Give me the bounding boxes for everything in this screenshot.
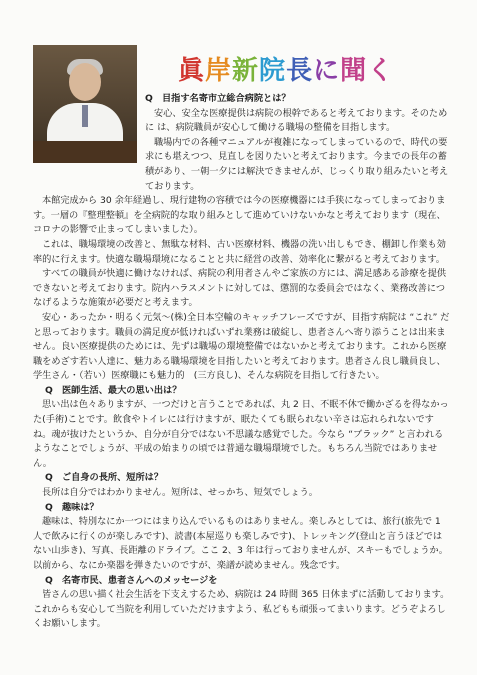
title-char: 聞く xyxy=(340,56,395,86)
answer-paragraph: 趣味は、特別なにか一つにはまり込んでいるものはありません。楽しみとしては、旅行(旅先で 1 人で飲みに行くのが楽しみです)、読書(本屋巡りも楽しみです)、トレッキング(登山と言うほどではない山歩き)、写真、長距離のドライブ。ここ 2、3 年は行っておりませんが、スキーもでしょうか。以前から、なにか楽器を弾きたいのですが、楽譜が読めません。残念です。 xyxy=(33,516,448,571)
answer-paragraph: 安心・あったか・明るく元気～(株)全日本空輸のキャッチフレーズですが、目指す病院は “これ” だと思っております。職員の満足度が低ければいずれ業務は破綻し、患者さんへ寄り添うことは出来ません。良い医療提供のためには、先ずは職場の環境整備ではないかと考えております。これから医療職をめざす若い人達に、魅力ある職場環境を目指したいと考えております。患者さん良し職員良し、学生さん・（若い）医療職にも魅力的 (三方良し)、そんな病院を目指して行きたい。 xyxy=(33,311,450,382)
answer-paragraph: すべての職員が快適に働けなければ、病院の利用者さんやご家族の方には、満足感ある診療を提供できないと考えております。院内ハラスメントに対しては、懲罰的な委員会ではなく、業務改善につなげるような施策が必要だと考えます。 xyxy=(33,268,447,309)
title-char: 眞 xyxy=(178,56,206,86)
answer-paragraph: 長所は自分ではわかりません。短所は、せっかち、短気でしょう。 xyxy=(42,487,318,499)
title-char: 長 xyxy=(286,56,314,86)
answer-paragraph: 本館完成から 30 余年経過し、現行建物の容積では今の医療機器には手狭になってしまっております。一層の『整理整頓』を全病院的な取り組みとして進めていけないかなと考えております（現在、コロナの影響で止まってしまいました）。 xyxy=(33,195,446,236)
question-heading: Q 趣味は？ xyxy=(45,501,99,513)
page-title xyxy=(178,50,394,87)
title-char: 岸 xyxy=(205,56,233,86)
answer-paragraph: 思い出は色々ありますが、一つだけと言うことであれば、丸 2 日、不眠不休で働かざるを得なかった(手術)ことです。飲食やトイレには行けますが、眠たくても眠られない辛さは忘れられないですね。魂が抜けたというか、自分が自分ではない不思議な感覚でした。今なら “ブラック” と言われるようなことでしょうが、平成の始まりの頃では普通な職場環境でした。もちろん当院ではありません。 xyxy=(33,399,449,469)
answer-paragraph: 皆さんの思い描く社会生活を下支えするため、病院は 24 時間 365 日休まずに活動しております。これからも安心して当院を利用していただけますよう、私どもも頑張ってまいります。どうぞよろしくお願いします。 xyxy=(33,589,450,630)
question-heading: Q 目指す名寄市立総合病院とは？ xyxy=(145,93,291,104)
answer-paragraph: これは、職場環境の改善と、無駄な材料、古い医療材料、機器の洗い出しもでき、棚卸し作業も効率的に行えます。快適な職場環境になることと共に経営の改善、効率化に繋がると考えております。 xyxy=(33,238,446,265)
question-heading: Q ご自身の長所、短所は？ xyxy=(45,472,164,484)
question-heading: Q 名寄市民、患者さんへのメッセージを xyxy=(45,574,218,586)
question-heading: Q 医師生活、最大の思い出は？ xyxy=(45,384,182,396)
title-char: に xyxy=(313,56,341,86)
title-char: 院 xyxy=(259,56,287,86)
title-char: 新 xyxy=(232,56,260,86)
answer-paragraph: 安心、安全な医療提供は病院の根幹であると考えております。そのために は、病院職員が安心して働ける職場の整備を目指します。 xyxy=(145,107,448,134)
interview-body xyxy=(33,92,451,632)
answer-paragraph: 職場内での各種マニュアルが複雑になってしまっているので、時代の要求にも堪えつつ、見直しを図りたいと考えております。今までの長年の蓄積があり、一朝一夕には解決できませんが、じっくり取り組みたいと考えております。 xyxy=(145,136,449,192)
